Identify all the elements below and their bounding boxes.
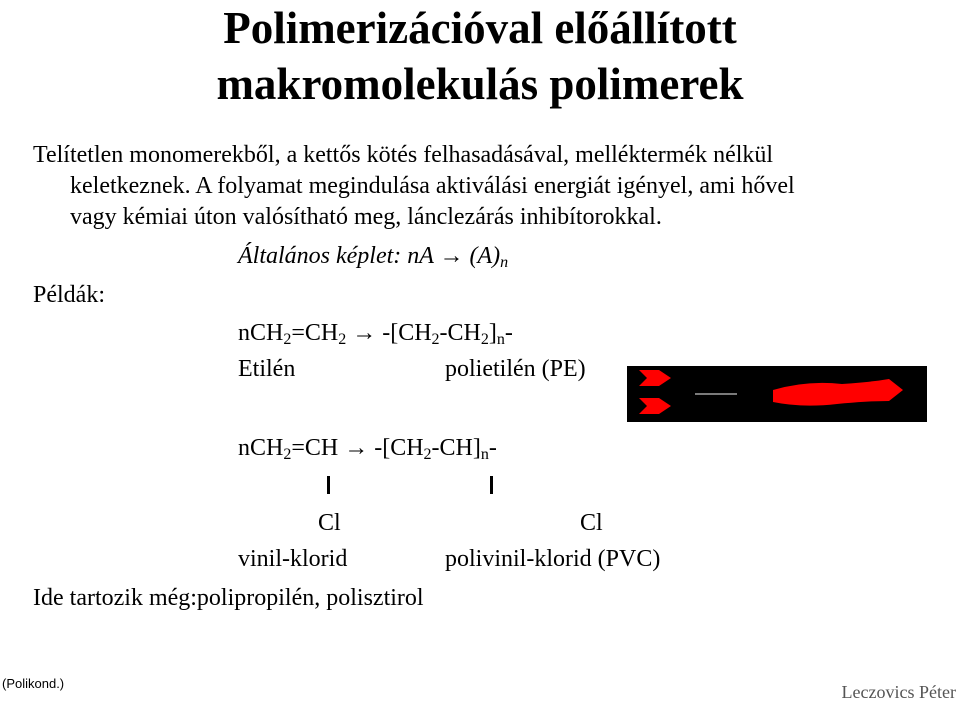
ethylene-monomer-name: Etilén	[238, 356, 296, 382]
bond-line-right	[490, 476, 493, 494]
vinyl-chloride-equation: $nCH_2=CH \to -[CH_2-CH]_n-$	[238, 435, 497, 463]
footer-author: Leczovics Péter	[841, 682, 956, 702]
general-formula-text: Általános képlet: nA → (A)	[238, 243, 501, 269]
page-title	[0, 0, 960, 112]
footer-left-label: (Polikond.)	[2, 676, 65, 691]
intro-line-3: vagy kémiai úton valósítható meg, lánclezárás inhibítorokkal.	[70, 204, 662, 230]
pvc-name: polivinil-klorid (PVC)	[445, 546, 661, 572]
title-line-1: Polimerizációval előállított	[223, 3, 737, 53]
also-includes-line: Ide tartozik még:polipropilén, polisztirol	[33, 585, 424, 611]
examples-label: Példák:	[33, 282, 105, 308]
bond-line-left	[327, 476, 330, 494]
chlorine-right: Cl	[580, 510, 603, 536]
chlorine-left: Cl	[318, 510, 341, 536]
vinyl-chloride-name: vinil-klorid	[238, 546, 348, 572]
title-line-2: makromolekulás polimerek	[216, 59, 744, 109]
intro-line-1: Telítetlen monomerekből, a kettős kötés felhasadásával, melléktermék nélkül	[33, 142, 774, 168]
general-formula-subscript: n	[500, 254, 509, 271]
polymerization-graphic	[627, 366, 927, 422]
intro-line-2: keletkeznek. A folyamat megindulása aktiválási energiát igényel, ami hővel	[70, 173, 795, 199]
general-formula	[238, 241, 508, 271]
ethylene-equation: $nCH_2=CH_2 \to -[CH_2-CH_2]_n-$	[238, 320, 513, 348]
polyethylene-name: polietilén (PE)	[445, 356, 586, 382]
